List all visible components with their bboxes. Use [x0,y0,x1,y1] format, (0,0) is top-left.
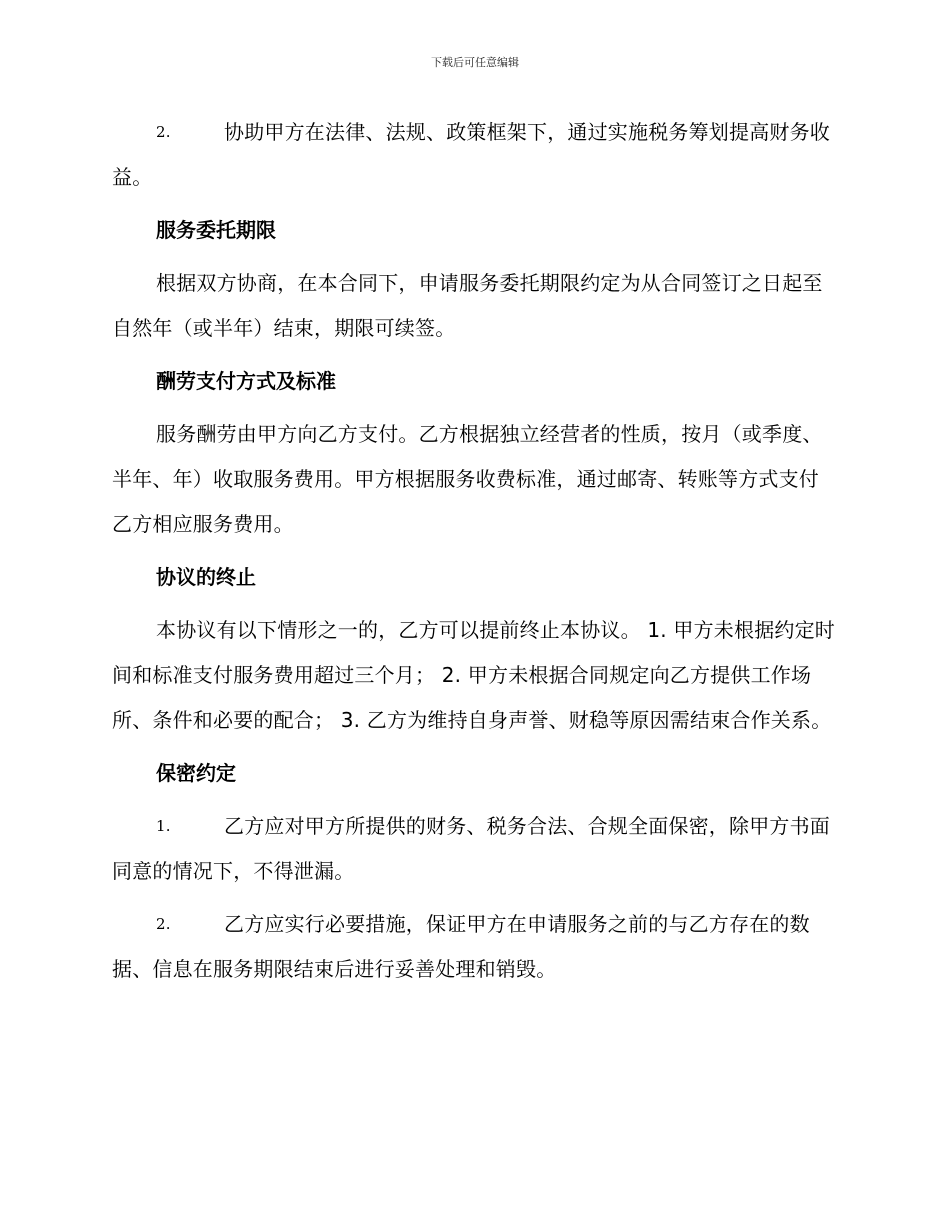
section-heading-payment: 酬劳支付方式及标准 [156,369,336,393]
list-item-text: 协助甲方在法律、法规、政策框架下，通过实施税务筹划提高财务收益。 [112,120,830,189]
list-item-text: 乙方应实行必要措施，保证甲方在申请服务之前的与乙方存在的数据、信息在服务期限结束后进行妥善处理和销毁。 [112,912,810,981]
section-heading-confidentiality: 保密约定 [156,761,236,785]
list-item-service-2 [112,110,836,200]
list-number: 2. [156,915,171,933]
list-item-confidentiality-1 [112,804,836,894]
header-note: 下载后可任意编辑 [431,56,519,69]
list-item-confidentiality-2 [112,902,836,992]
paragraph-payment: 服务酬劳由甲方向乙方支付。乙方根据独立经营者的性质，按月（或季度、半年、年）收取服务费用。甲方根据服务收费标准，通过邮寄、转账等方式支付乙方相应服务费用。 [112,422,823,536]
list-number: 1. [156,817,171,835]
paragraph-termination: 本协议有以下情形之一的，乙方可以提前终止本协议。 1. 甲方未根据约定时间和标准支付服务费用超过三个月； 2. 甲方未根据合同规定向乙方提供工作场所、条件和必要的配合； 3. 乙方为维持自身声誉、财稳等原因需结束合作关系。 [112,618,835,732]
section-heading-termination: 协议的终止 [156,565,256,589]
paragraph-term: 根据双方协商，在本合同下，申请服务委托期限约定为从合同签订之日起至自然年（或半年）结束，期限可续签。 [112,271,823,340]
document-body [112,110,836,1000]
list-number: 2. [156,123,171,141]
section-heading-term: 服务委托期限 [156,218,276,242]
list-item-text: 乙方应对甲方所提供的财务、税务合法、合规全面保密，除甲方书面同意的情况下，不得泄漏。 [112,814,830,883]
